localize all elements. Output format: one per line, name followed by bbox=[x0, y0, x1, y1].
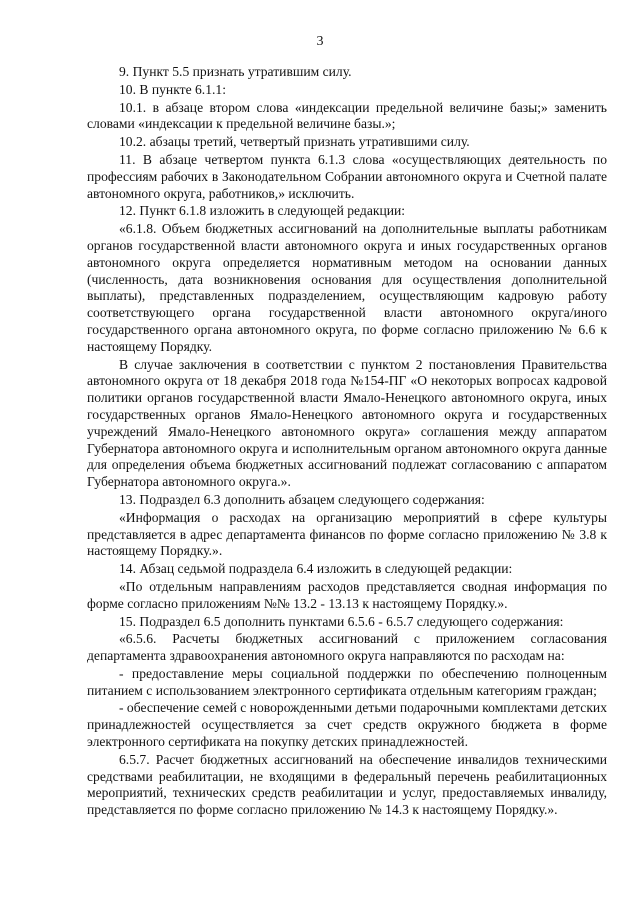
paragraph-agreement-case: В случае заключения в соответствии с пунктом 2 постановления Правительства автономного округа от 18 декабря 2018 года №154-ПГ «О некоторых вопросах кадровой политики органов государственной власти Ямало-Ненецкого автономного округа, иных государственных органов Ямало-Ненецкого автономного округа и государственных учреждений Ямало-Ненецкого автономного округа» соглашения между аппаратом Губернатора автономного округа и исполнительным органом автономного округа данные для определения объема бюджетных ассигнований подлежат согласованию с аппаратом Губернатора автономного округа.». bbox=[87, 356, 607, 490]
paragraph-10-1: 10.1. в абзаце втором слова «индексации предельной величине базы;» заменить словами «индексации к предельной величине базы.»; bbox=[87, 99, 607, 132]
paragraph-summary-info: «По отдельным направлениям расходов представляется сводная информация по форме согласно приложениям №№ 13.2 - 13.13 к настоящему Порядку.». bbox=[87, 578, 607, 611]
paragraph-10-2: 10.2. абзацы третий, четвертый признать утратившими силу. bbox=[119, 134, 470, 150]
paragraph-13: 13. Подраздел 6.3 дополнить абзацем следующего содержания: bbox=[119, 491, 485, 507]
paragraph-6-5-6: «6.5.6. Расчеты бюджетных ассигнований с приложением согласования департамента здравоохранения автономного округа направляются по расходам на: bbox=[87, 631, 607, 664]
paragraph-9: 9. Пункт 5.5 признать утратившим силу. bbox=[119, 64, 352, 79]
paragraph-15: 15. Подраздел 6.5 дополнить пунктами 6.5.6 - 6.5.7 следующего содержания: bbox=[119, 613, 564, 629]
page-number: 3 bbox=[316, 34, 324, 49]
paragraph-10: 10. В пункте 6.1.1: bbox=[119, 81, 226, 97]
document-body bbox=[87, 64, 607, 819]
paragraph-6-5-7: 6.5.7. Расчет бюджетных ассигнований на обеспечение инвалидов техническими средствами реабилитации, не входящими в федеральный перечень реабилитационных мероприятий, технических средств реабилитации и услуг, предоставляемых инвалиду, представляется по форме согласно приложению № 14.3 к настоящему Порядку.». bbox=[87, 751, 607, 818]
paragraph-11: 11. В абзаце четвертом пункта 6.1.3 слова «осуществляющих деятельность по профессиям рабочих в Законодательном Собрании автономного округа и Счетной палате автономного округа, работников,» исключить. bbox=[87, 151, 607, 201]
list-item-newborn-kits: - обеспечение семей с новорожденными детьми подарочными комплектами детских принадлежностей осуществляется за счет средств окружного бюджета в форме электронного сертификата на покупку детских принадлежностей. bbox=[87, 700, 607, 750]
paragraph-12: 12. Пункт 6.1.8 изложить в следующей редакции: bbox=[119, 203, 406, 219]
paragraph-14: 14. Абзац седьмой подраздела 6.4 изложить в следующей редакции: bbox=[119, 561, 513, 577]
paragraph-6-1-8: «6.1.8. Объем бюджетных ассигнований на дополнительные выплаты работникам органов государственной власти автономного округа и иных государственных органов автономного округа определяется нормативным методом на основании данных (численность, дата возникновения основания для осуществления дополнительной выплаты), представленных подразделением, осуществляющим кадровую работу соответствующего органа государственной власти автономного округа/иного государственного органа автономного округа, по форме согласно приложению № 6.6 к настоящему Порядку. bbox=[87, 221, 607, 354]
paragraph-culture-info: «Информация о расходах на организацию мероприятий в сфере культуры представляется в адрес департамента финансов по форме согласно приложению № 3.8 к настоящему Порядку.». bbox=[87, 509, 607, 559]
list-item-nutrition: - предоставление меры социальной поддержки по обеспечению полноценным питанием с использованием электронного сертификата отдельным категориям граждан; bbox=[87, 665, 607, 698]
